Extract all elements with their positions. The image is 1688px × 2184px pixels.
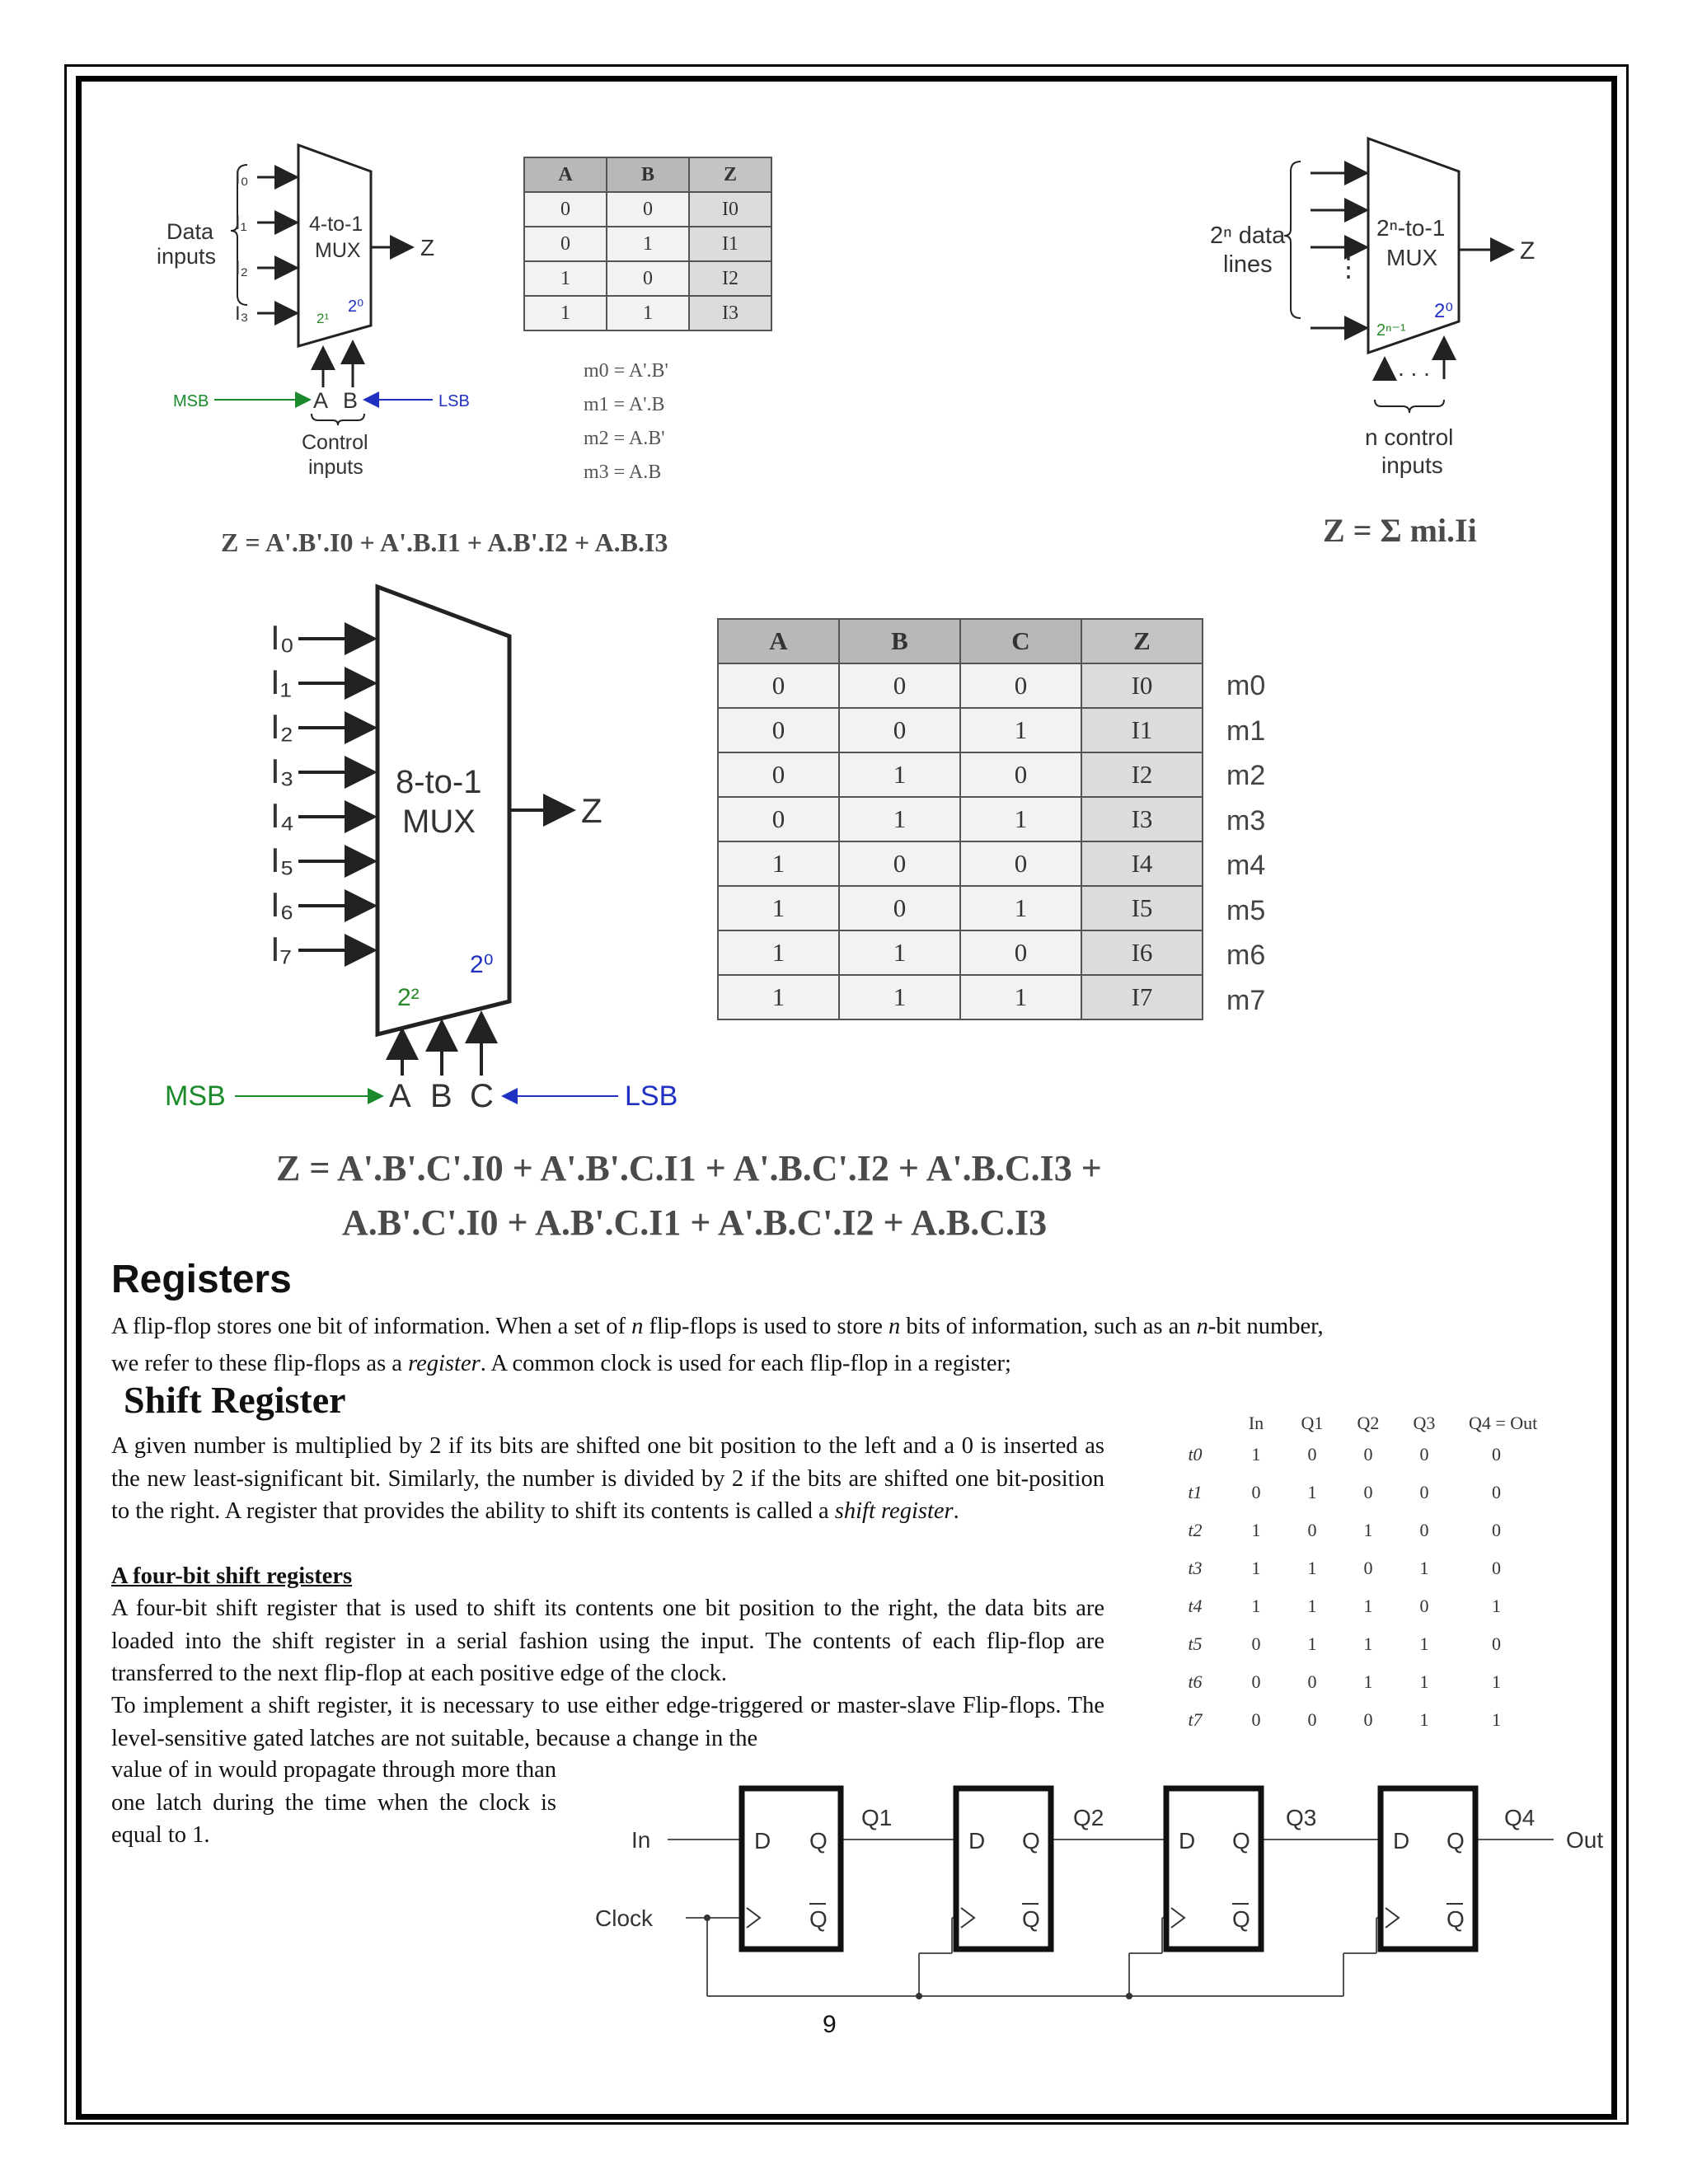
mux4-msb: MSB [173, 392, 209, 410]
table-row [1162, 1663, 1584, 1701]
cell: 1 [1492, 1709, 1501, 1730]
table-row [1162, 1549, 1584, 1587]
cell: 1 [1419, 1633, 1429, 1654]
mux8-equation-line2: A.B'.C'.I0 + A.B'.C.I1 + A'.B.C'.I2 + A.B.C.I3 [342, 1202, 1048, 1243]
mux8-in-7: I₇ [270, 930, 293, 968]
mux8-minterm-list [1226, 663, 1265, 1023]
cell: I1 [1081, 708, 1203, 752]
cell: 1 [1251, 1596, 1261, 1616]
cell: 1 [1251, 1444, 1261, 1465]
mux8-lsb: LSB [625, 1080, 678, 1112]
cell: 1 [718, 886, 839, 930]
cell: I2 [1081, 752, 1203, 797]
registers-line-1 [111, 1310, 1562, 1343]
shift-timing-table [1162, 1411, 1584, 1739]
cell [1162, 1411, 1228, 1436]
mux4-sel-a: A [313, 388, 329, 413]
cell: 0 [1363, 1482, 1373, 1502]
cell: 1 [1363, 1520, 1373, 1540]
mux4-control-2: inputs [308, 456, 363, 479]
minterm: m0 [1226, 670, 1266, 701]
cell: 1 [1419, 1709, 1429, 1730]
table-row [524, 296, 771, 330]
table-row [1162, 1587, 1584, 1625]
cell: 0 [1419, 1444, 1429, 1465]
mux8-title-1: 8-to-1 [396, 764, 482, 800]
cell: 1 [1251, 1558, 1261, 1578]
minterm: m0 = A'.B' [584, 360, 668, 382]
cell: 1 [1363, 1633, 1373, 1654]
cell: 1 [524, 261, 607, 296]
mux4-output: Z [420, 235, 435, 260]
table-row [718, 886, 1203, 930]
cell: 1 [839, 797, 960, 841]
mux4-data-label-1: Data [166, 219, 214, 244]
cell: 0 [524, 227, 607, 261]
col-header: Q4 = Out [1469, 1413, 1538, 1433]
mux8-in-3: I₃ [270, 752, 294, 790]
cell: 0 [718, 797, 839, 841]
cell: 0 [1251, 1709, 1261, 1730]
mux4-title-1: 4-to-1 [309, 213, 363, 236]
mux4-in-1: I₁ [235, 212, 247, 234]
table-row [524, 192, 771, 227]
ff2-q: Q [1022, 1828, 1040, 1854]
cell: t3 [1188, 1558, 1203, 1578]
table-row [718, 975, 1203, 1019]
circuit-out-label: Out [1566, 1827, 1604, 1853]
cell: 0 [839, 663, 960, 708]
mux8-th-a: A [718, 619, 839, 663]
text: n [888, 1314, 901, 1339]
q3-label: Q3 [1286, 1805, 1317, 1830]
q4-label: Q4 [1504, 1805, 1536, 1830]
mux8-sel-lo: 2⁰ [470, 951, 494, 978]
text: flip-flops is used to store [643, 1314, 889, 1339]
text: -bit number, [1207, 1314, 1324, 1339]
cell: 0 [960, 752, 1081, 797]
cell: 0 [718, 708, 839, 752]
cell: 1 [1307, 1633, 1317, 1654]
text: n [631, 1314, 644, 1339]
mux4-th-b: B [607, 157, 689, 192]
mux4-in-0: I₀ [235, 166, 249, 189]
ff4-q: Q [1447, 1828, 1465, 1854]
cell: 0 [607, 192, 689, 227]
mux4-th-z: Z [689, 157, 771, 192]
registers-heading: Registers [111, 1258, 292, 1301]
muxn-diagram [1203, 132, 1550, 494]
text: we refer to these flip-flops as a [111, 1350, 409, 1376]
cell: I4 [1081, 841, 1203, 886]
mux4-minterms [584, 354, 668, 490]
cell: 1 [960, 797, 1081, 841]
mux8-in-1: I₁ [270, 663, 292, 701]
minterm: m2 [1226, 760, 1266, 791]
muxn-data-1: 2ⁿ data [1210, 223, 1286, 249]
cell: 0 [839, 886, 960, 930]
cell: 1 [1363, 1671, 1373, 1692]
cell: 1 [1307, 1558, 1317, 1578]
mux8-msb: MSB [165, 1080, 226, 1112]
table-row [718, 841, 1203, 886]
cell: 0 [718, 752, 839, 797]
ff2-d: D [968, 1828, 986, 1854]
mux8-in-5: I₅ [270, 841, 294, 879]
cell: t0 [1188, 1444, 1203, 1465]
minterm: m6 [1226, 940, 1266, 971]
shift-paragraph-2: A four-bit shift register that is used to shift its contents one bit position to the right, the data bits are loaded into the shift register in a serial fashion using the input. The contents of each flip-flop are transferred to the next flip-flop at each positive edge of the clock. [111, 1596, 1104, 1686]
cell: 0 [1363, 1444, 1373, 1465]
cell: 0 [718, 663, 839, 708]
cell: 0 [1492, 1482, 1501, 1502]
cell: 1 [1419, 1671, 1429, 1692]
mux8-in-4: I₄ [270, 796, 294, 835]
mux8-title-2: MUX [402, 804, 476, 840]
page-number: 9 [823, 2011, 837, 2038]
shift-register-heading: Shift Register [124, 1379, 346, 1421]
mux8-output: Z [581, 791, 603, 830]
ff2-qbar: Q [1022, 1906, 1040, 1932]
circuit-in-label: In [631, 1827, 651, 1853]
minterm: m1 [1226, 715, 1266, 747]
muxn-title-1: 2ⁿ-to-1 [1376, 215, 1446, 241]
text: A flip-flop stores one bit of information. When a set of [111, 1314, 632, 1339]
cell: 0 [1307, 1520, 1317, 1540]
cell: I1 [689, 227, 771, 261]
table-row [718, 797, 1203, 841]
mux4-control-1: Control [302, 431, 368, 454]
mux4-th-a: A [524, 157, 607, 192]
cell: 0 [839, 708, 960, 752]
cell: 0 [960, 841, 1081, 886]
cell: 0 [1492, 1444, 1501, 1465]
ff3-d: D [1179, 1828, 1196, 1854]
cell: I0 [1081, 663, 1203, 708]
cell: 0 [1492, 1558, 1501, 1578]
shift-register-circuit [585, 1784, 1624, 2015]
text: . A common clock is used for each flip-flop in a register; [480, 1350, 1011, 1376]
mux8-truth-table [717, 618, 1203, 1020]
mux4-data-label-2: inputs [157, 244, 217, 269]
cell: 1 [1492, 1671, 1501, 1692]
cell: 0 [1363, 1709, 1373, 1730]
cell: 1 [1363, 1596, 1373, 1616]
cell: 0 [1307, 1444, 1317, 1465]
cell: I2 [689, 261, 771, 296]
cell: I6 [1081, 930, 1203, 975]
cell: 1 [1251, 1520, 1261, 1540]
mux8-sel-a: A [389, 1078, 411, 1114]
cell: I0 [689, 192, 771, 227]
cell: 0 [524, 192, 607, 227]
cell: 0 [1251, 1633, 1261, 1654]
cell: 0 [960, 930, 1081, 975]
mux8-th-z: Z [1081, 619, 1203, 663]
mux8-in-0: I₀ [270, 618, 295, 657]
muxn-title-2: MUX [1386, 245, 1438, 270]
cell: 1 [960, 886, 1081, 930]
mux8-th-c: C [960, 619, 1081, 663]
table-row [1162, 1701, 1584, 1739]
shift-paragraph-3: To implement a shift register, it is necessary to use either edge-triggered or master-slave Flip-flops. The level-sensitive gated latches are not suitable, because a change in the [111, 1693, 1104, 1751]
mux8-diagram [157, 577, 684, 1121]
cell: 1 [607, 296, 689, 330]
mux8-sel-b: B [430, 1078, 452, 1114]
mux8-in-6: I₆ [270, 885, 294, 924]
cell: 0 [1251, 1671, 1261, 1692]
mux4-title-2: MUX [315, 239, 361, 262]
ff3-qbar: Q [1232, 1906, 1250, 1932]
cell: 0 [1307, 1709, 1317, 1730]
muxn-control-2: inputs [1381, 452, 1443, 478]
mux8-sel-hi: 2² [397, 984, 420, 1011]
cell: 1 [1307, 1596, 1317, 1616]
cell: t7 [1188, 1709, 1203, 1730]
svg-text:. . .: . . . [1398, 355, 1430, 381]
mux4-equation: Z = A'.B'.I0 + A'.B.I1 + A.B'.I2 + A.B.I3 [221, 527, 668, 557]
mux4-sel-hi: 2¹ [316, 311, 330, 326]
text: bits of information, such as an [900, 1314, 1197, 1339]
ff4-qbar: Q [1447, 1906, 1465, 1932]
four-bit-subheading: A four-bit shift registers [111, 1563, 353, 1589]
cell: 0 [1307, 1671, 1317, 1692]
registers-paragraph [111, 1310, 1562, 1380]
cell: t5 [1188, 1633, 1203, 1654]
cell: I5 [1081, 886, 1203, 930]
cell: 1 [718, 841, 839, 886]
text: n [1196, 1314, 1208, 1339]
col-header: Q2 [1357, 1413, 1380, 1433]
cell: 1 [839, 930, 960, 975]
muxn-sel-lo: 2⁰ [1434, 300, 1453, 322]
minterm: m7 [1226, 984, 1266, 1016]
cell: I3 [1081, 797, 1203, 841]
col-header: In [1248, 1413, 1264, 1433]
ff1-qbar: Q [809, 1906, 828, 1932]
cell: 1 [718, 930, 839, 975]
cell: 0 [1251, 1482, 1261, 1502]
col-header: Q1 [1301, 1413, 1324, 1433]
muxn-data-2: lines [1223, 251, 1273, 278]
muxn-equation: Z = Σ mi.Ii [1323, 512, 1477, 549]
minterm: m3 [1226, 804, 1266, 837]
cell: 1 [960, 708, 1081, 752]
cell: 1 [718, 975, 839, 1019]
cell: 1 [960, 975, 1081, 1019]
cell: 1 [1419, 1558, 1429, 1578]
text: A given number is multiplied by 2 if its bits are shifted one bit position to the left and a 0 is inserted as the new least-significant bit. Similarly, the number is divided by 2 if the bits are shifted one bit-position to the right. A register that provides the ability to shift its contents is called a [111, 1433, 1104, 1524]
ff3-q: Q [1232, 1828, 1250, 1854]
table-row [718, 930, 1203, 975]
mux4-lsb: LSB [438, 392, 470, 410]
minterm: m2 = A.B' [584, 428, 665, 449]
q2-label: Q2 [1073, 1805, 1104, 1830]
cell: 1 [1492, 1596, 1501, 1616]
table-row [524, 261, 771, 296]
table-row [1162, 1511, 1584, 1549]
table-row [1162, 1625, 1584, 1663]
cell: 0 [1363, 1558, 1373, 1578]
table-row [524, 227, 771, 261]
ff1-q: Q [809, 1828, 828, 1854]
cell: 0 [1492, 1520, 1501, 1540]
registers-line-2 [111, 1347, 1562, 1380]
table-row [1162, 1436, 1584, 1474]
cell: 0 [607, 261, 689, 296]
table-row [718, 708, 1203, 752]
mux4-truth-table [523, 157, 772, 331]
cell: 0 [1419, 1520, 1429, 1540]
cell: t6 [1188, 1671, 1203, 1692]
cell: 0 [1419, 1596, 1429, 1616]
q1-label: Q1 [861, 1805, 893, 1830]
table-row [718, 752, 1203, 797]
minterm: m5 [1226, 894, 1266, 926]
mux8-th-b: B [839, 619, 960, 663]
mux4-sel-b: B [343, 388, 359, 413]
ff4-d: D [1393, 1828, 1410, 1854]
cell: 1 [839, 975, 960, 1019]
mux4-in-3: I₃ [235, 302, 249, 325]
svg-text:⋮: ⋮ [1335, 252, 1362, 282]
text: . [953, 1498, 959, 1524]
cell: 0 [1419, 1482, 1429, 1502]
circuit-clock-label: Clock [595, 1905, 654, 1931]
mux4-sel-lo: 2⁰ [348, 298, 364, 316]
muxn-control-1: n control [1365, 424, 1454, 450]
table-row [1162, 1474, 1584, 1511]
minterm: m3 = A.B [584, 462, 662, 483]
muxn-output: Z [1520, 237, 1536, 265]
cell: 1 [524, 296, 607, 330]
cell: t4 [1188, 1596, 1203, 1616]
text: shift register [834, 1498, 954, 1524]
cell: t1 [1188, 1482, 1203, 1502]
mux8-sel-c: C [470, 1078, 494, 1114]
cell: 1 [839, 752, 960, 797]
cell: I3 [689, 296, 771, 330]
cell: t2 [1188, 1520, 1203, 1540]
muxn-sel-hi: 2ⁿ⁻¹ [1376, 321, 1406, 340]
col-header: Q3 [1413, 1413, 1436, 1433]
mux8-equation-line1: Z = A'.B'.C'.I0 + A'.B'.C.I1 + A'.B.C'.I2 + A'.B.C.I3 + [276, 1148, 1102, 1188]
cell: I7 [1081, 975, 1203, 1019]
cell: 1 [1307, 1482, 1317, 1502]
table-row [718, 663, 1203, 708]
cell: 0 [960, 663, 1081, 708]
cell: 1 [607, 227, 689, 261]
cell: 0 [839, 841, 960, 886]
mux4-diagram [148, 140, 511, 494]
ff1-d: D [754, 1828, 771, 1854]
mux8-in-2: I₂ [270, 707, 293, 746]
shift-paragraph-4: value of in would propagate through more than one latch during the time when the clock is equal to 1. [111, 1757, 556, 1848]
mux4-in-2: I₂ [235, 257, 248, 279]
cell: 0 [1492, 1633, 1501, 1654]
minterm: m1 = A'.B [584, 394, 665, 415]
text: register [408, 1350, 481, 1376]
shift-paragraph-1 [111, 1430, 1104, 1528]
minterm: m4 [1226, 850, 1266, 881]
